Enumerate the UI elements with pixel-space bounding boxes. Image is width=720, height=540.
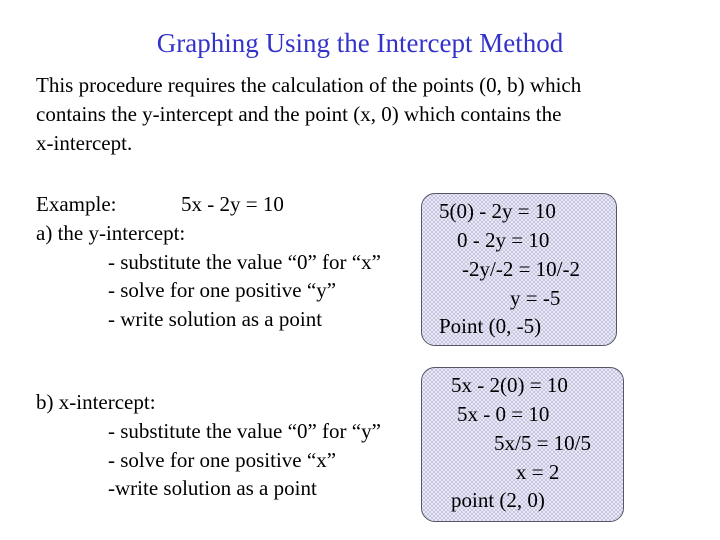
part-a-heading: a) the y-intercept:: [36, 221, 186, 245]
part-a-step: - write solution as a point: [108, 307, 323, 331]
work-line: 5(0) - 2y = 10: [439, 199, 556, 223]
example-equation: 5x - 2y = 10: [181, 192, 284, 216]
part-a-step: - solve for one positive “y”: [108, 278, 337, 302]
slide-title: Graphing Using the Intercept Method: [156, 28, 564, 58]
work-line: 5x/5 = 10/5: [494, 431, 592, 455]
work-line: Point (0, -5): [439, 314, 542, 338]
part-b-step: - solve for one positive “x”: [108, 448, 337, 472]
work-line: -2y/-2 = 10/-2: [462, 257, 580, 281]
x-intercept-work-box: [421, 367, 624, 522]
intro-line: x-intercept.: [36, 131, 133, 155]
example-label: Example:: [36, 192, 117, 216]
part-b-heading: b) x-intercept:: [36, 390, 156, 414]
work-line: 5x - 2(0) = 10: [451, 373, 568, 397]
work-line: 0 - 2y = 10: [457, 228, 550, 252]
y-intercept-work-box: [421, 193, 617, 346]
part-b-step: - substitute the value “0” for “y”: [108, 419, 381, 443]
work-line: x = 2: [516, 460, 560, 484]
intro-line: contains the y-intercept and the point (x, 0) which contains the: [36, 102, 562, 126]
work-line: y = -5: [510, 286, 561, 310]
work-line: 5x - 0 = 10: [457, 402, 550, 426]
part-a-step: - substitute the value “0” for “x”: [108, 250, 381, 274]
part-b-step: -write solution as a point: [108, 476, 317, 500]
intro-line: This procedure requires the calculation of the points (0, b) which: [36, 73, 582, 97]
work-line: point (2, 0): [451, 488, 545, 512]
